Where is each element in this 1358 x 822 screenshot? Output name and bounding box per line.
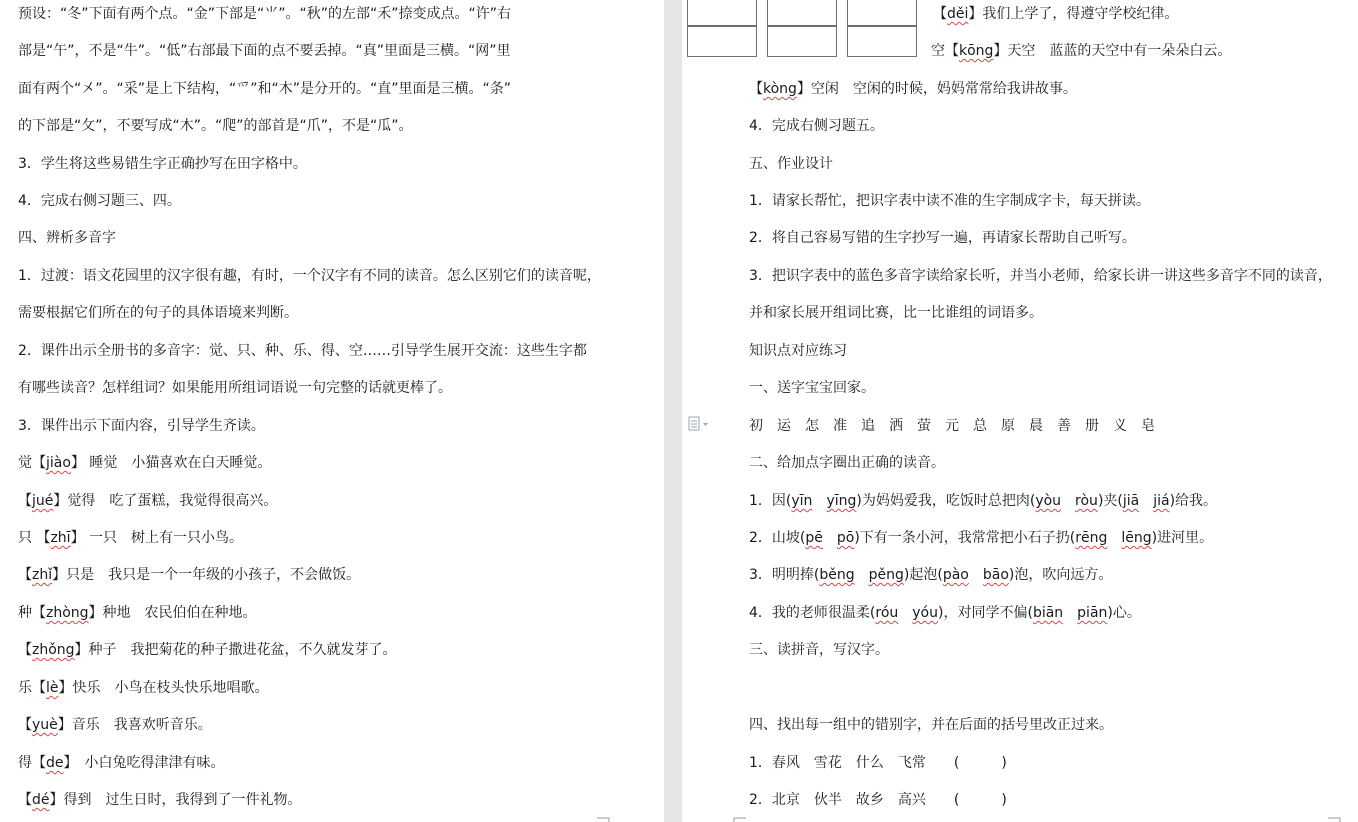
- exercise-text: )进河里。: [1151, 530, 1214, 546]
- practice-heading: 知识点对应练习: [749, 343, 847, 359]
- exercise-heading-4: 四、找出每一组中的错别字，并在后面的括号里改正过来。: [749, 717, 1113, 733]
- left-line-8: 1．过渡：语文花园里的汉字很有趣，有时，一个汉字有不同的读音。怎么区别它们的读音呢，: [18, 268, 601, 284]
- left-line-12: 3．课件出示下面内容，引导学生齐读。: [18, 418, 265, 434]
- exercise-text: [823, 530, 837, 546]
- exercise-text: [1139, 493, 1153, 509]
- pinyin-text: zhǒng: [32, 642, 75, 658]
- pinyin-option: piān: [1077, 605, 1108, 621]
- poly-post: 】得到 过生日时，我得到了一件礼物。: [49, 792, 302, 808]
- left-line-6: 4．完成右侧习题三、四。: [18, 193, 181, 209]
- right-line-1: 4．完成右侧习题五。: [749, 118, 884, 134]
- poly-line-jue: [18, 492, 277, 510]
- pinyin-text: lè: [46, 680, 59, 696]
- left-line-11: 有哪些读音？怎样组词？如果能用所组词语说一句完整的话就更棒了。: [18, 380, 452, 396]
- typo-item-1: 1．春风 雪花 什么 飞常 ( ): [749, 755, 1007, 771]
- poly-pre: 种【: [18, 605, 46, 621]
- pinyin-option: pěng: [868, 567, 904, 583]
- poly-pre: 得【: [18, 755, 46, 771]
- poly-line-yue: [18, 716, 212, 734]
- pinyin-option: pào: [942, 567, 969, 583]
- poly-post: 】空闲 空闲的时候，妈妈常常给我讲故事。: [796, 81, 1077, 97]
- exercise-text: 1．因(: [749, 493, 792, 509]
- grid-cell: [687, 26, 757, 57]
- poly-line-zhi1: [18, 529, 243, 547]
- left-page: [0, 0, 664, 822]
- page-corner-mark: [730, 806, 746, 822]
- poly-pre: 觉【: [18, 455, 46, 471]
- exercise-text: )下有一条小河，我常常把小石子扔(: [854, 530, 1076, 546]
- pinyin-text: zhǐ: [32, 567, 53, 583]
- pinyin-text: děi: [947, 6, 969, 22]
- pinyin-text: zhòng: [46, 605, 89, 621]
- pinyin-option: yīng: [826, 493, 857, 509]
- pinyin-option: yòu: [1035, 493, 1062, 509]
- pinyin-text: zhī: [50, 530, 71, 546]
- pinyin-text: dé: [32, 792, 50, 808]
- page-corner-mark: [1328, 806, 1344, 822]
- left-line-5: 3．学生将这些易错生字正确抄写在田字格中。: [18, 156, 307, 172]
- exercise-text: [812, 493, 826, 509]
- poly-pre: 【: [749, 81, 763, 97]
- exercise-text: [855, 567, 869, 583]
- exercise-item-1: [749, 492, 1217, 510]
- poly-pre: 【: [18, 642, 32, 658]
- exercise-heading-3: 三、读拼音，写汉字。: [749, 642, 889, 658]
- pinyin-option: ròu: [1075, 493, 1098, 509]
- exercise-text: [1107, 530, 1121, 546]
- poly-pre: 【: [18, 493, 32, 509]
- document-options-icon[interactable]: [688, 416, 710, 432]
- poly-pre: 空【: [931, 43, 959, 59]
- grid-cell: [847, 0, 917, 26]
- pinyin-text: kōng: [959, 43, 994, 59]
- poly-line-jiao: [18, 454, 271, 472]
- pinyin-option: yīn: [791, 493, 813, 509]
- exercise-item-2: [749, 529, 1213, 547]
- poly-pre: 【: [18, 567, 32, 583]
- right-line-4: 2．将自己容易写错的生字抄写一遍，再请家长帮助自己听写。: [749, 230, 1136, 246]
- poly-post: 】种子 我把菊花的种子撒进花盆，不久就发芽了。: [74, 642, 397, 658]
- exercise-text: )，对同学不偏(: [938, 605, 1033, 621]
- grid-cell: [767, 0, 837, 26]
- poly-post: 】天空 蓝蓝的天空中有一朵朵白云。: [993, 43, 1232, 59]
- pinyin-text: de: [46, 755, 64, 771]
- pinyin-option: yóu: [912, 605, 938, 621]
- character-list: 初 运 怎 准 追 洒 萤 元 总 原 晨 善 册 义 皂: [749, 418, 1155, 434]
- poly-line-dei: [933, 5, 1178, 23]
- right-line-3: 1．请家长帮忙，把识字表中读不准的生字制成字卡，每天拼读。: [749, 193, 1150, 209]
- typo-item-2: 2．北京 伙半 故乡 高兴 ( ): [749, 792, 1007, 808]
- exercise-text: 4．我的老师很温柔(: [749, 605, 876, 621]
- poly-line-kong4: [749, 80, 1077, 98]
- pinyin-option: rēng: [1075, 530, 1108, 546]
- poly-post: 】觉得 吃了蛋糕，我觉得很高兴。: [53, 493, 278, 509]
- left-line-9: 需要根据它们所在的句子的具体语境来判断。: [18, 305, 298, 321]
- pinyin-option: róu: [875, 605, 899, 621]
- exercise-text: [1063, 605, 1077, 621]
- right-section-heading: 五、作业设计: [749, 156, 833, 172]
- poly-pre: 只 【: [18, 530, 51, 546]
- poly-line-de: [18, 754, 225, 772]
- grid-cell: [847, 26, 917, 57]
- grid-cell: [767, 26, 837, 57]
- poly-line-le: [18, 679, 269, 697]
- exercise-text: [969, 567, 983, 583]
- pinyin-text: yuè: [32, 717, 58, 733]
- poly-post: 】快乐 小鸟在枝头快乐地唱歌。: [58, 680, 269, 696]
- pinyin-option: jiá: [1153, 493, 1170, 509]
- poly-pre: 【: [933, 6, 947, 22]
- poly-pre: 乐【: [18, 680, 46, 696]
- left-line-1: 预设：“冬”下面有两个点。“金”下部是“⺌”。“秋”的左部“禾”捺变成点。“许”右: [18, 6, 512, 22]
- poly-post: 】我们上学了，得遵守学校纪律。: [968, 6, 1179, 22]
- pinyin-option: biān: [1032, 605, 1064, 621]
- pinyin-option: pē: [805, 530, 823, 546]
- left-line-4: 的下部是“⺙”，不要写成“木”。“爬”的部首是“爪”，不是“瓜”。: [18, 118, 413, 134]
- exercise-item-3: [749, 566, 1112, 584]
- exercise-text: )夹(: [1097, 493, 1123, 509]
- exercise-text: )泡，吹向远方。: [1008, 567, 1113, 583]
- poly-post: 】 小白兔吃得津津有味。: [63, 755, 225, 771]
- poly-line-kong1: [931, 42, 1231, 60]
- pinyin-text: kòng: [763, 81, 797, 97]
- pinyin-text: jué: [32, 493, 54, 509]
- poly-line-zhong4: [18, 604, 257, 622]
- exercise-text: [898, 605, 912, 621]
- left-line-3: 面有两个“㐅”。“采”是上下结构，“爫”和“木”是分开的。“直”里面是三横。“条”: [18, 81, 512, 97]
- exercise-text: )为妈妈爱我，吃饭时总把肉(: [856, 493, 1036, 509]
- poly-post: 】种地 农民伯伯在种地。: [88, 605, 257, 621]
- exercise-heading-1: 一、送字宝宝回家。: [749, 380, 875, 396]
- pinyin-option: lēng: [1121, 530, 1152, 546]
- exercise-text: 3．明明捧(: [749, 567, 820, 583]
- left-section-heading: 四、辨析多音字: [18, 230, 116, 246]
- exercise-text: )给我。: [1169, 493, 1218, 509]
- poly-pre: 【: [18, 717, 32, 733]
- left-line-10: 2．课件出示全册书的多音字：觉、只、种、乐、得、空……引导学生展开交流：这些生字都: [18, 343, 587, 359]
- exercise-text: )心。: [1107, 605, 1141, 621]
- page-corner-mark: [597, 806, 613, 822]
- poly-post: 】音乐 我喜欢听音乐。: [57, 717, 212, 733]
- right-line-6: 并和家长展开组词比赛，比一比谁组的词语多。: [749, 305, 1043, 321]
- exercise-text: [1061, 493, 1075, 509]
- poly-line-zhong3: [18, 641, 397, 659]
- pinyin-option: bāo: [982, 567, 1009, 583]
- poly-post: 】 一只 树上有一只小鸟。: [70, 530, 244, 546]
- pinyin-text: jiào: [46, 455, 71, 471]
- exercise-item-4: [749, 604, 1141, 622]
- poly-post: 】只是 我只是一个一年级的小孩子，不会做饭。: [52, 567, 361, 583]
- pinyin-option: pō: [836, 530, 855, 546]
- poly-post: 】 睡觉 小猫喜欢在白天睡觉。: [70, 455, 272, 471]
- poly-line-zhi3: [18, 566, 360, 584]
- pinyin-option: jiā: [1122, 493, 1140, 509]
- right-page: [682, 0, 1358, 822]
- exercise-text: 2．山坡(: [749, 530, 806, 546]
- exercise-heading-2: 二、给加点字圈出正确的读音。: [749, 455, 945, 471]
- pinyin-option: běng: [819, 567, 855, 583]
- poly-pre: 【: [18, 792, 32, 808]
- left-line-2: 部是“午”，不是“牛”。“低”右部最下面的点不要丢掉。“真”里面是三横。“网”里: [18, 43, 511, 59]
- exercise-text: )起泡(: [903, 567, 943, 583]
- right-line-5: 3．把识字表中的蓝色多音字读给家长听，并当小老师，给家长讲一讲这些多音字不同的读音，: [749, 268, 1332, 284]
- poly-line-de2: [18, 791, 302, 809]
- grid-cell: [687, 0, 757, 26]
